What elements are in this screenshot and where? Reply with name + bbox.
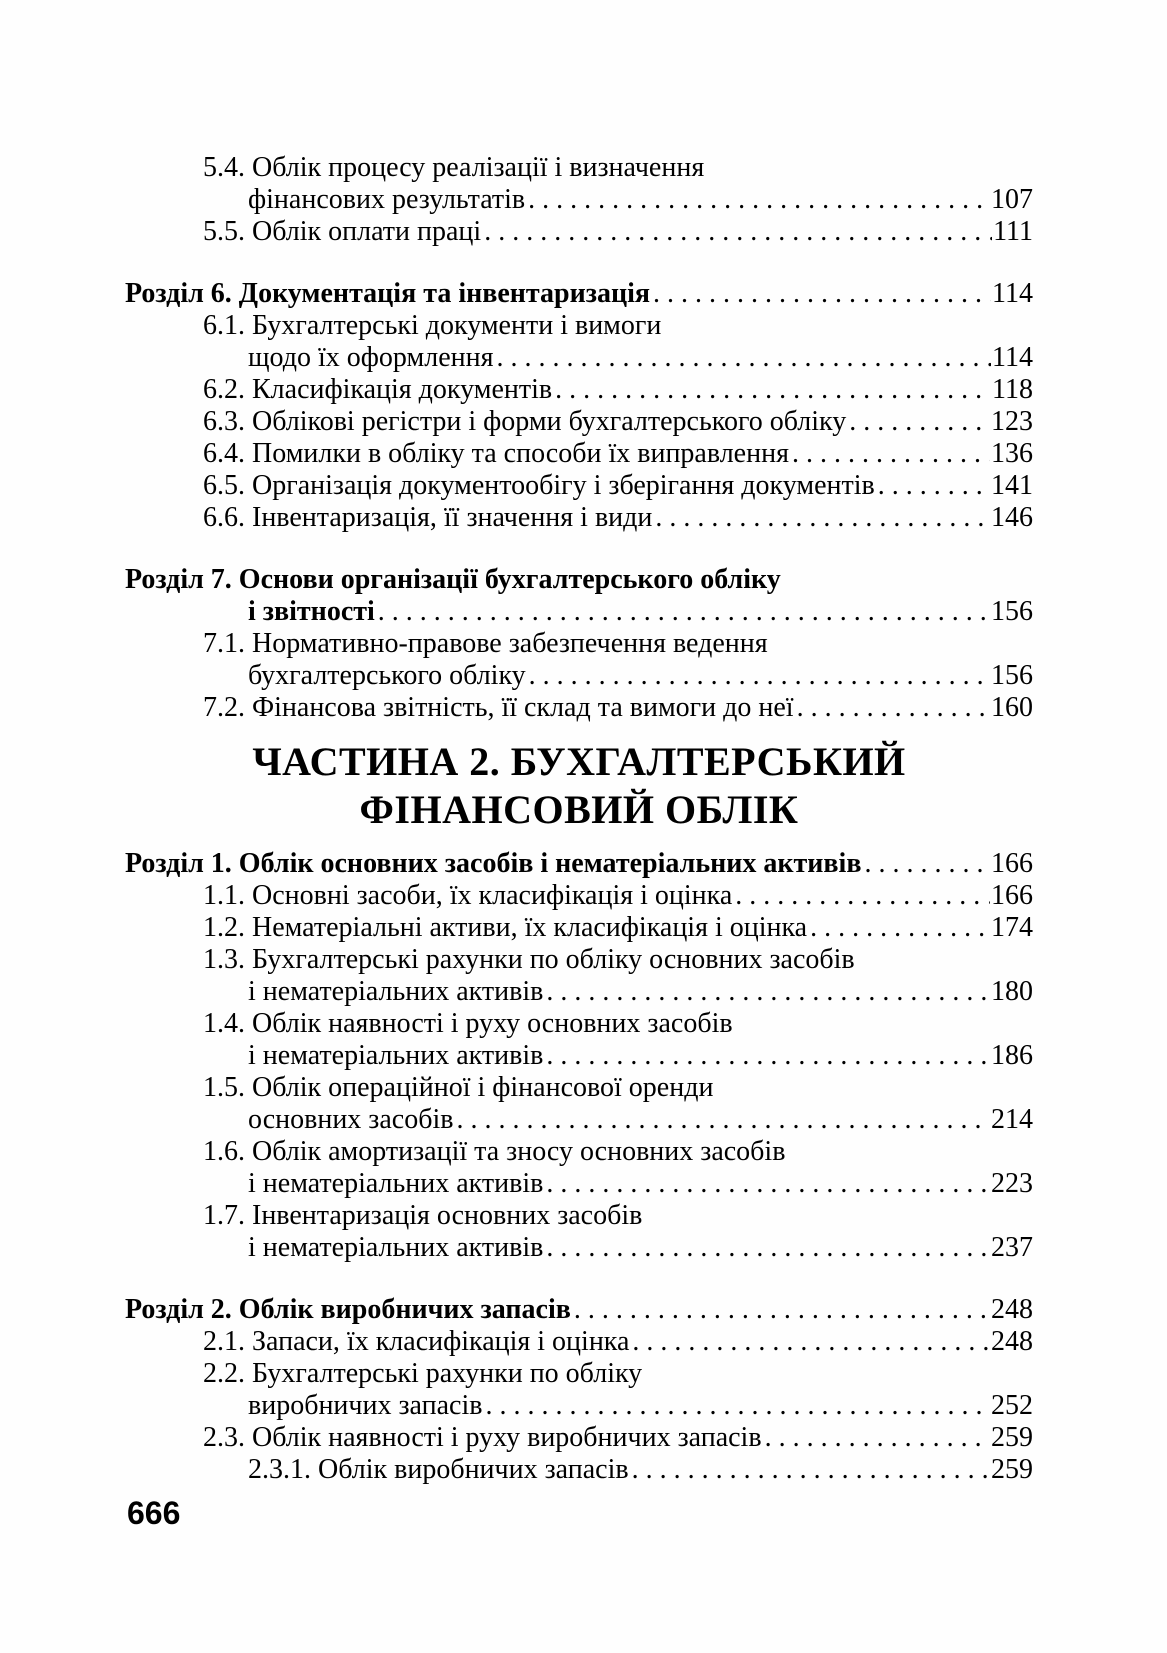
toc-entry	[125, 342, 1033, 374]
dot-leader	[797, 692, 990, 724]
table-of-contents	[125, 152, 1033, 1486]
toc-chapter-entry	[125, 596, 1033, 628]
toc-page-number: 156	[991, 596, 1033, 627]
dot-leader	[546, 1232, 990, 1264]
toc-entry	[125, 152, 1033, 184]
toc-entry	[125, 310, 1033, 342]
dot-leader	[632, 1454, 990, 1486]
toc-page-number: 111	[993, 216, 1033, 247]
toc-entry	[125, 692, 1033, 724]
footer-page-number: 666	[127, 1495, 181, 1531]
toc-entry-text: 2.3.1. Облік виробничих запасів	[248, 1454, 629, 1485]
toc-entry-text: і нематеріальних активів	[248, 1168, 544, 1199]
toc-entry	[125, 912, 1033, 944]
toc-entry-text: щодо їх оформлення	[248, 342, 494, 373]
toc-entry-text: Розділ 2. Облік виробничих запасів	[125, 1294, 571, 1325]
toc-entry-text: і звітності	[248, 596, 375, 627]
toc-entry-text: 1.4. Облік наявності і руху основних засобів	[203, 1008, 733, 1039]
toc-page-number: 248	[991, 1326, 1033, 1357]
toc-entry-text: 6.3. Облікові регістри і форми бухгалтерського обліку	[203, 406, 847, 437]
toc-entry	[125, 1422, 1033, 1454]
dot-leader	[878, 470, 990, 502]
toc-entry-text: 6.5. Організація документообігу і зберігання документів	[203, 470, 875, 501]
toc-entry-text: 5.5. Облік оплати праці	[203, 216, 482, 247]
toc-entry	[125, 1104, 1033, 1136]
toc-entry-text: 7.2. Фінансова звітність, її склад та вимоги до неї	[203, 692, 794, 723]
toc-page-number: 237	[991, 1232, 1033, 1263]
toc-entry-text: 6.2. Класифікація документів	[203, 374, 553, 405]
toc-entry	[125, 1454, 1033, 1486]
toc-entry-text: Розділ 6. Документація та інвентаризація	[125, 278, 651, 309]
toc-entry	[125, 1040, 1033, 1072]
toc-chapter-entry	[125, 564, 1033, 596]
dot-leader	[792, 438, 990, 470]
toc-page-number: 166	[991, 848, 1033, 879]
toc-page-number: 180	[991, 976, 1033, 1007]
toc-page-number: 166	[991, 880, 1033, 911]
toc-page-number: 114	[992, 278, 1033, 309]
toc-entry-text: 1.1. Основні засоби, їх класифікація і оцінка	[203, 880, 733, 911]
toc-entry	[125, 438, 1033, 470]
toc-entry	[125, 944, 1033, 976]
toc-page-number: 214	[991, 1104, 1033, 1135]
dot-leader	[653, 278, 991, 310]
toc-entry-text: 7.1. Нормативно-правове забезпечення ведення	[203, 628, 768, 659]
toc-entry-text: бухгалтерського обліку	[248, 660, 526, 691]
part-heading-line2: ФІНАНСОВИЙ ОБЛІК	[359, 787, 799, 832]
toc-entry	[125, 1232, 1033, 1264]
toc-entry	[125, 1200, 1033, 1232]
toc-page-number: 259	[991, 1454, 1033, 1485]
dot-leader	[456, 1104, 990, 1136]
toc-page-number: 141	[991, 470, 1033, 501]
dot-leader	[555, 374, 991, 406]
toc-page-number: 156	[991, 660, 1033, 691]
dot-leader	[546, 1040, 990, 1072]
toc-entry	[125, 1326, 1033, 1358]
toc-page-number: 248	[991, 1294, 1033, 1325]
toc-entry	[125, 976, 1033, 1008]
toc-entry	[125, 628, 1033, 660]
toc-entry-text: 6.1. Бухгалтерські документи і вимоги	[203, 310, 662, 341]
dot-leader	[735, 880, 990, 912]
part-heading	[125, 738, 1033, 834]
toc-entry-text: і нематеріальних активів	[248, 1232, 544, 1263]
toc-page-number: 160	[991, 692, 1033, 723]
toc-entry-text: 2.3. Облік наявності і руху виробничих запасів	[203, 1422, 762, 1453]
toc-page-number: 118	[992, 374, 1033, 405]
toc-entry-text: 1.7. Інвентаризація основних засобів	[203, 1200, 643, 1231]
toc-entry-text: і нематеріальних активів	[248, 976, 544, 1007]
toc-chapter-entry	[125, 1294, 1033, 1326]
toc-entry-text: фінансових результатів	[248, 184, 526, 215]
toc-entry	[125, 1136, 1033, 1168]
toc-entry	[125, 374, 1033, 406]
toc-entry-text: 1.6. Облік амортизації та зносу основних засобів	[203, 1136, 786, 1167]
toc-entry-text: Розділ 1. Облік основних засобів і нематеріальних активів	[125, 848, 862, 879]
toc-page-number: 259	[991, 1422, 1033, 1453]
dot-leader	[529, 660, 990, 692]
toc-entry	[125, 216, 1033, 248]
toc-entry-text: 1.3. Бухгалтерські рахунки по обліку основних засобів	[203, 944, 855, 975]
toc-entry-text: 1.5. Облік операційної і фінансової оренди	[203, 1072, 714, 1103]
toc-page-number: 123	[991, 406, 1033, 437]
toc-page-number: 107	[991, 184, 1033, 215]
toc-entry-text: 5.4. Облік процесу реалізації і визначення	[203, 152, 705, 183]
dot-leader	[655, 502, 990, 534]
dot-leader	[528, 184, 990, 216]
toc-page-number: 146	[991, 502, 1033, 533]
toc-page-number: 114	[992, 342, 1033, 373]
toc-entry-text: Розділ 7. Основи організації бухгалтерського обліку	[125, 564, 781, 595]
toc-entry	[125, 880, 1033, 912]
dot-leader	[849, 406, 990, 438]
toc-page-number: 252	[991, 1390, 1033, 1421]
dot-leader	[546, 976, 990, 1008]
toc-entry-text: 6.4. Помилки в обліку та способи їх виправлення	[203, 438, 789, 469]
dot-leader	[496, 342, 991, 374]
part-heading-line1: ЧАСТИНА 2. БУХГАЛТЕРСЬКИЙ	[252, 739, 906, 784]
toc-entry	[125, 502, 1033, 534]
dot-leader	[864, 848, 990, 880]
toc-entry	[125, 1168, 1033, 1200]
dot-leader	[546, 1168, 990, 1200]
toc-page-number: 136	[991, 438, 1033, 469]
dot-leader	[378, 596, 990, 628]
toc-entry	[125, 470, 1033, 502]
toc-chapter-entry	[125, 848, 1033, 880]
toc-entry	[125, 406, 1033, 438]
toc-entry	[125, 1358, 1033, 1390]
dot-leader	[765, 1422, 990, 1454]
toc-entry-text: 6.6. Інвентаризація, її значення і види	[203, 502, 653, 533]
toc-entry	[125, 1390, 1033, 1422]
toc-page-number: 174	[991, 912, 1033, 943]
dot-leader	[574, 1294, 990, 1326]
dot-leader	[632, 1326, 990, 1358]
toc-entry	[125, 1072, 1033, 1104]
toc-entry-text: 2.2. Бухгалтерські рахунки по обліку	[203, 1358, 643, 1389]
toc-page-number: 223	[991, 1168, 1033, 1199]
toc-entry-text: основних засобів	[248, 1104, 454, 1135]
toc-entry-text: 2.1. Запаси, їх класифікація і оцінка	[203, 1326, 630, 1357]
dot-leader	[485, 1390, 990, 1422]
dot-leader	[484, 216, 992, 248]
dot-leader	[810, 912, 990, 944]
toc-entry-text: і нематеріальних активів	[248, 1040, 544, 1071]
toc-entry	[125, 660, 1033, 692]
toc-chapter-entry	[125, 278, 1033, 310]
toc-entry-text: 1.2. Нематеріальні активи, їх класифікація і оцінка	[203, 912, 808, 943]
toc-entry	[125, 184, 1033, 216]
toc-entry	[125, 1008, 1033, 1040]
toc-page-number: 186	[991, 1040, 1033, 1071]
toc-entry-text: виробничих запасів	[248, 1390, 483, 1421]
